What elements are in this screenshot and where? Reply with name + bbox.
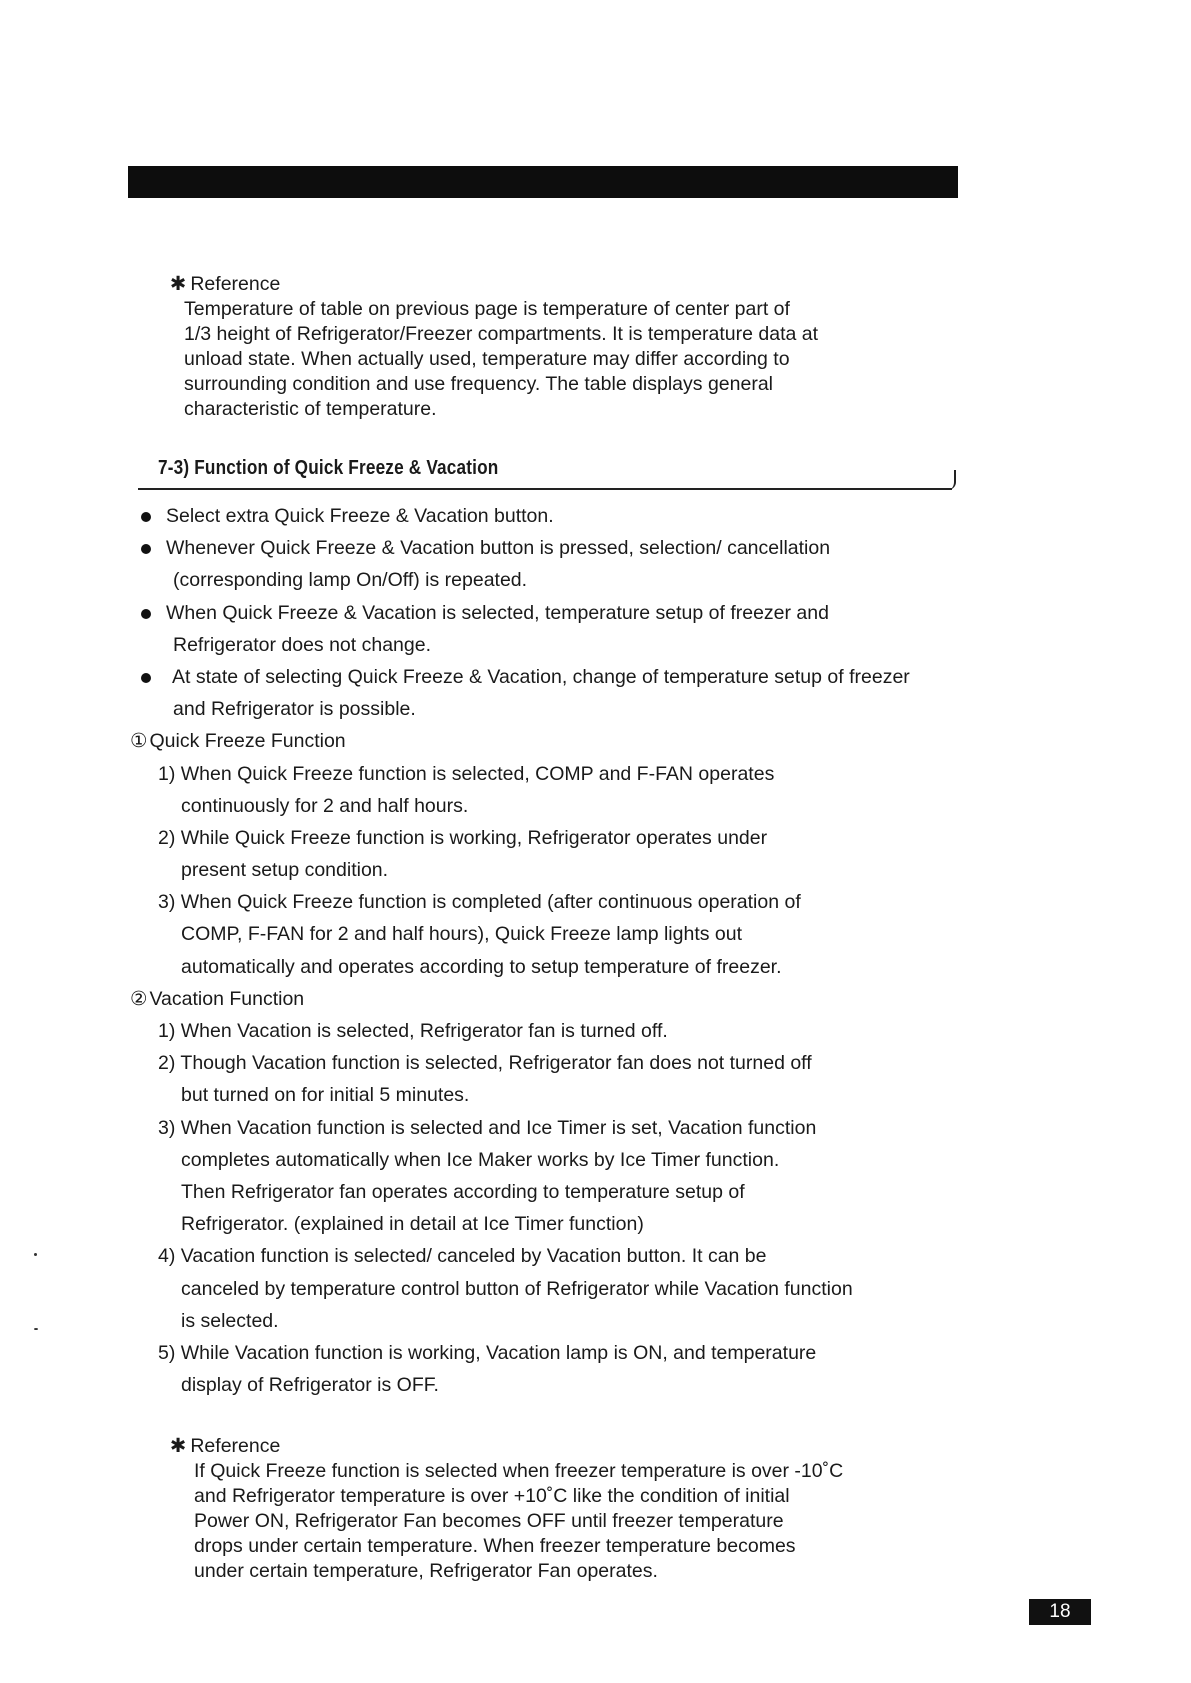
vacation-heading: ② Vacation Function <box>130 983 970 1015</box>
asterisk-icon: ✱ <box>170 273 187 295</box>
reference-line: and Refrigerator temperature is over +10˚C like the condition of initial <box>194 1485 790 1507</box>
numbered-item-continuation: but turned on for initial 5 minutes. <box>181 1084 470 1107</box>
asterisk-icon: ✱ <box>170 1435 187 1457</box>
reference-title: ✱ Reference <box>170 1435 281 1457</box>
numbered-item: 3) When Vacation function is selected and Ice Timer is set, Vacation function <box>158 1116 817 1139</box>
bullet-item-continuation: Refrigerator does not change. <box>173 633 431 656</box>
bullet-item-continuation: (corresponding lamp On/Off) is repeated. <box>173 569 528 592</box>
numbered-item-continuation: Then Refrigerator fan operates according to temperature setup of <box>181 1180 745 1203</box>
reference-line: drops under certain temperature. When freezer temperature becomes <box>194 1535 796 1557</box>
section-content <box>130 500 970 1401</box>
numbered-item: 1) When Quick Freeze function is selected, COMP and F-FAN operates <box>158 762 775 785</box>
reference-note-top <box>170 272 818 422</box>
circled-one-icon: ① <box>130 730 148 753</box>
numbered-item: 4) Vacation function is selected/ canceled by Vacation button. It can be <box>158 1245 767 1268</box>
bullet-icon <box>141 609 151 619</box>
numbered-item-continuation: automatically and operates according to setup temperature of freezer. <box>181 955 782 978</box>
reference-line: Power ON, Refrigerator Fan becomes OFF until freezer temperature <box>194 1510 784 1532</box>
numbered-item-continuation: continuously for 2 and half hours. <box>181 794 469 817</box>
bullet-icon <box>141 544 151 554</box>
circled-two-icon: ② <box>130 987 148 1010</box>
section-title: 7-3) Function of Quick Freeze & Vacation <box>158 457 499 479</box>
numbered-item-continuation: completes automatically when Ice Maker works by Ice Timer function. <box>181 1148 780 1171</box>
reference-line: If Quick Freeze function is selected when freezer temperature is over -10˚C <box>194 1460 844 1482</box>
numbered-item: 2) While Quick Freeze function is working, Refrigerator operates under <box>158 826 768 849</box>
reference-line: under certain temperature, Refrigerator Fan operates. <box>194 1560 658 1582</box>
bullet-icon <box>141 512 151 522</box>
page-number: 18 <box>1029 1599 1091 1625</box>
underline-end-tick <box>948 470 956 490</box>
reference-line: Temperature of table on previous page is temperature of center part of <box>184 298 790 320</box>
reference-line: unload state. When actually used, temperature may differ according to <box>184 348 790 370</box>
reference-line: characteristic of temperature. <box>184 398 437 420</box>
section-underline <box>138 488 952 490</box>
bullet-item-continuation: and Refrigerator is possible. <box>173 698 416 721</box>
numbered-item-continuation: is selected. <box>181 1309 279 1332</box>
header-bar <box>128 166 958 198</box>
numbered-item-continuation: canceled by temperature control button of Refrigerator while Vacation function <box>181 1277 853 1300</box>
reference-note-bottom <box>170 1434 843 1584</box>
numbered-item-continuation: present setup condition. <box>181 859 389 882</box>
numbered-item: 5) While Vacation function is working, Vacation lamp is ON, and temperature <box>158 1341 817 1364</box>
reference-line: surrounding condition and use frequency. The table displays general <box>184 373 773 395</box>
bullet-icon <box>141 673 151 683</box>
reference-title: ✱ Reference <box>170 273 281 295</box>
numbered-item-continuation: COMP, F-FAN for 2 and half hours), Quick Freeze lamp lights out <box>181 923 743 946</box>
numbered-item-continuation: display of Refrigerator is OFF. <box>181 1374 439 1397</box>
scan-speck <box>34 1253 37 1256</box>
reference-line: 1/3 height of Refrigerator/Freezer compartments. It is temperature data at <box>184 323 819 345</box>
numbered-item: 2) Though Vacation function is selected, Refrigerator fan does not turned off <box>158 1052 812 1075</box>
bullet-item: Select extra Quick Freeze & Vacation button. <box>130 500 970 532</box>
numbered-item: 1) When Vacation is selected, Refrigerator fan is turned off. <box>158 1020 668 1042</box>
bullet-item: Whenever Quick Freeze & Vacation button is pressed, selection/ cancellation <box>130 532 970 564</box>
numbered-item-continuation: Refrigerator. (explained in detail at Ice Timer function) <box>181 1213 644 1236</box>
bullet-item: When Quick Freeze & Vacation is selected, temperature setup of freezer and <box>130 597 970 629</box>
numbered-item: 3) When Quick Freeze function is completed (after continuous operation of <box>158 891 801 914</box>
quick-freeze-heading: ① Quick Freeze Function <box>130 725 970 757</box>
scan-speck <box>34 1328 38 1330</box>
bullet-item: At state of selecting Quick Freeze & Vacation, change of temperature setup of freezer <box>130 661 970 693</box>
